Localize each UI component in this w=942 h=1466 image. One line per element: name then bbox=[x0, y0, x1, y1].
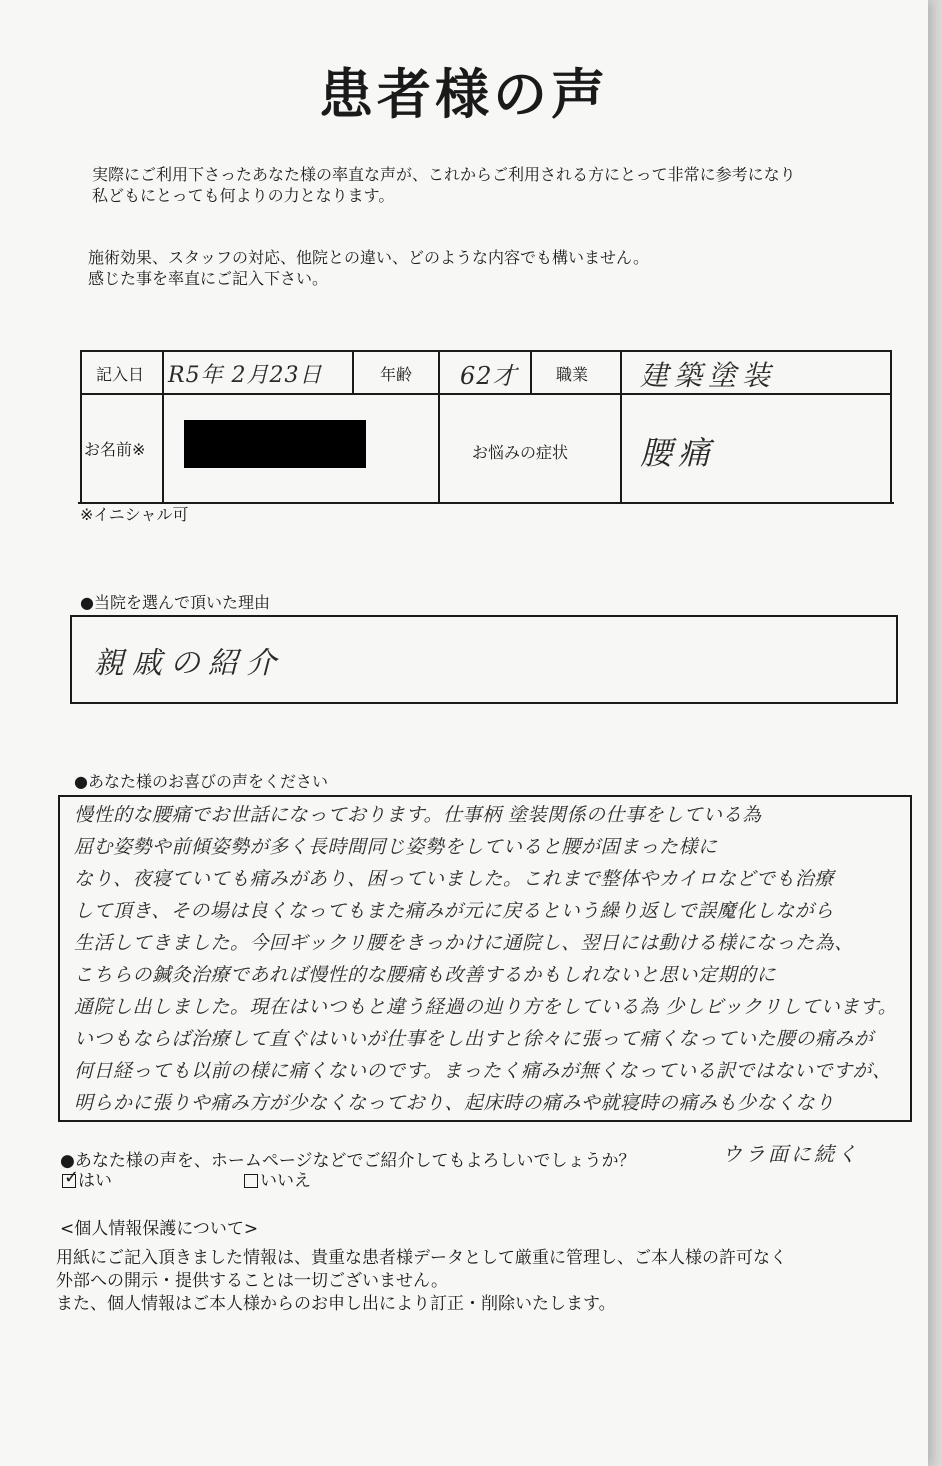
voice-line: 生活してきました。今回ギックリ腰をきっかけに通院し、翌日には動ける様になった為、 bbox=[74, 932, 854, 954]
continued-note: ウラ面に続く bbox=[722, 1142, 860, 1166]
reason-heading: ●当院を選んで頂いた理由 bbox=[80, 593, 270, 612]
intro-line-3: 施術効果、スタッフの対応、他院との違い、どのような内容でも構いません。 bbox=[88, 248, 649, 267]
name-label: お名前※ bbox=[84, 440, 146, 459]
voice-line: こちらの鍼灸治療であれば慢性的な腰痛も改善するかもしれないと思い定期的に bbox=[74, 964, 777, 986]
reason-answer: 親戚の紹介 bbox=[94, 646, 284, 681]
voice-line: 慢性的な腰痛でお世話になっております。仕事柄 塗装関係の仕事をしている為 bbox=[74, 804, 762, 826]
privacy-line-2: 外部への開示・提供することは一切ございません。 bbox=[56, 1271, 449, 1291]
privacy-line-3: また、個人情報はご本人様からのお申し出により訂正・削除いたします。 bbox=[56, 1294, 616, 1314]
age-value[interactable]: 62才 bbox=[460, 362, 518, 390]
intro-line-2: 私どもにとっても何よりの力となります。 bbox=[92, 186, 395, 205]
date-value[interactable]: R5年 2月23日 bbox=[168, 363, 323, 388]
checkbox-checked-icon[interactable] bbox=[62, 1167, 80, 1188]
checkbox-empty-icon[interactable] bbox=[244, 1174, 258, 1188]
symptom-value[interactable]: 腰痛 bbox=[640, 434, 717, 472]
consent-question: ●あなた様の声を、ホームページなどでご紹介してもよろしいでしょうか？ bbox=[60, 1151, 636, 1171]
date-label: 記入日 bbox=[96, 365, 145, 384]
voice-line: 何日経っても以前の様に痛くないのです。まったく痛みが無くなっている訳ではないですが、 bbox=[74, 1060, 892, 1082]
job-value[interactable]: 建築塗装 bbox=[640, 359, 777, 392]
consent-yes-option[interactable] bbox=[62, 1167, 112, 1193]
form-title: 患者様の声 bbox=[319, 63, 609, 126]
age-label: 年齢 bbox=[380, 365, 413, 384]
consent-no-option[interactable] bbox=[244, 1170, 311, 1193]
privacy-line-1: 用紙にご記入頂きました情報は、貴重な患者様データとして厳重に管理し、ご本人様の許可なく bbox=[56, 1248, 787, 1268]
intro-line-1: 実際にご利用下さったあなた様の率直な声が、これからご利用される方にとって非常に参考になり bbox=[92, 165, 796, 184]
symptom-label: お悩みの症状 bbox=[472, 443, 569, 462]
voice-line: 通院し出しました。現在はいつもと違う経過の辿り方をしている為 少しビックリしています。 bbox=[74, 996, 898, 1018]
voice-heading: ●あなた様のお喜びの声をください bbox=[74, 772, 328, 791]
job-label: 職業 bbox=[556, 365, 589, 384]
voice-line: 屈む姿勢や前傾姿勢が多く長時間同じ姿勢をしていると腰が固まった様に bbox=[74, 836, 718, 858]
voice-line: して頂き、その場は良くなってもまた痛みが元に戻るという繰り返しで誤魔化しながら bbox=[74, 900, 834, 922]
voice-line: なり、夜寝ていても痛みがあり、困っていました。これまで整体やカイロなどでも治療 bbox=[74, 868, 834, 890]
intro-line-4: 感じた事を率直にご記入下さい。 bbox=[88, 269, 329, 288]
consent-yes-label: はい bbox=[78, 1171, 112, 1191]
initial-note: ※イニシャル可 bbox=[80, 505, 189, 524]
redacted-name-bar bbox=[184, 420, 366, 468]
voice-line: いつもならば治療して直ぐはいいが仕事をし出すと徐々に張って痛くなっていた腰の痛みが bbox=[74, 1028, 874, 1050]
privacy-heading: <個人情報保護について> bbox=[60, 1219, 259, 1239]
consent-no-label: いいえ bbox=[260, 1171, 311, 1191]
voice-line: 明らかに張りや痛み方が少なくなっており、起床時の痛みや就寝時の痛みも少なくなり bbox=[74, 1092, 835, 1114]
checkmark-icon: ✓ bbox=[64, 1167, 80, 1188]
